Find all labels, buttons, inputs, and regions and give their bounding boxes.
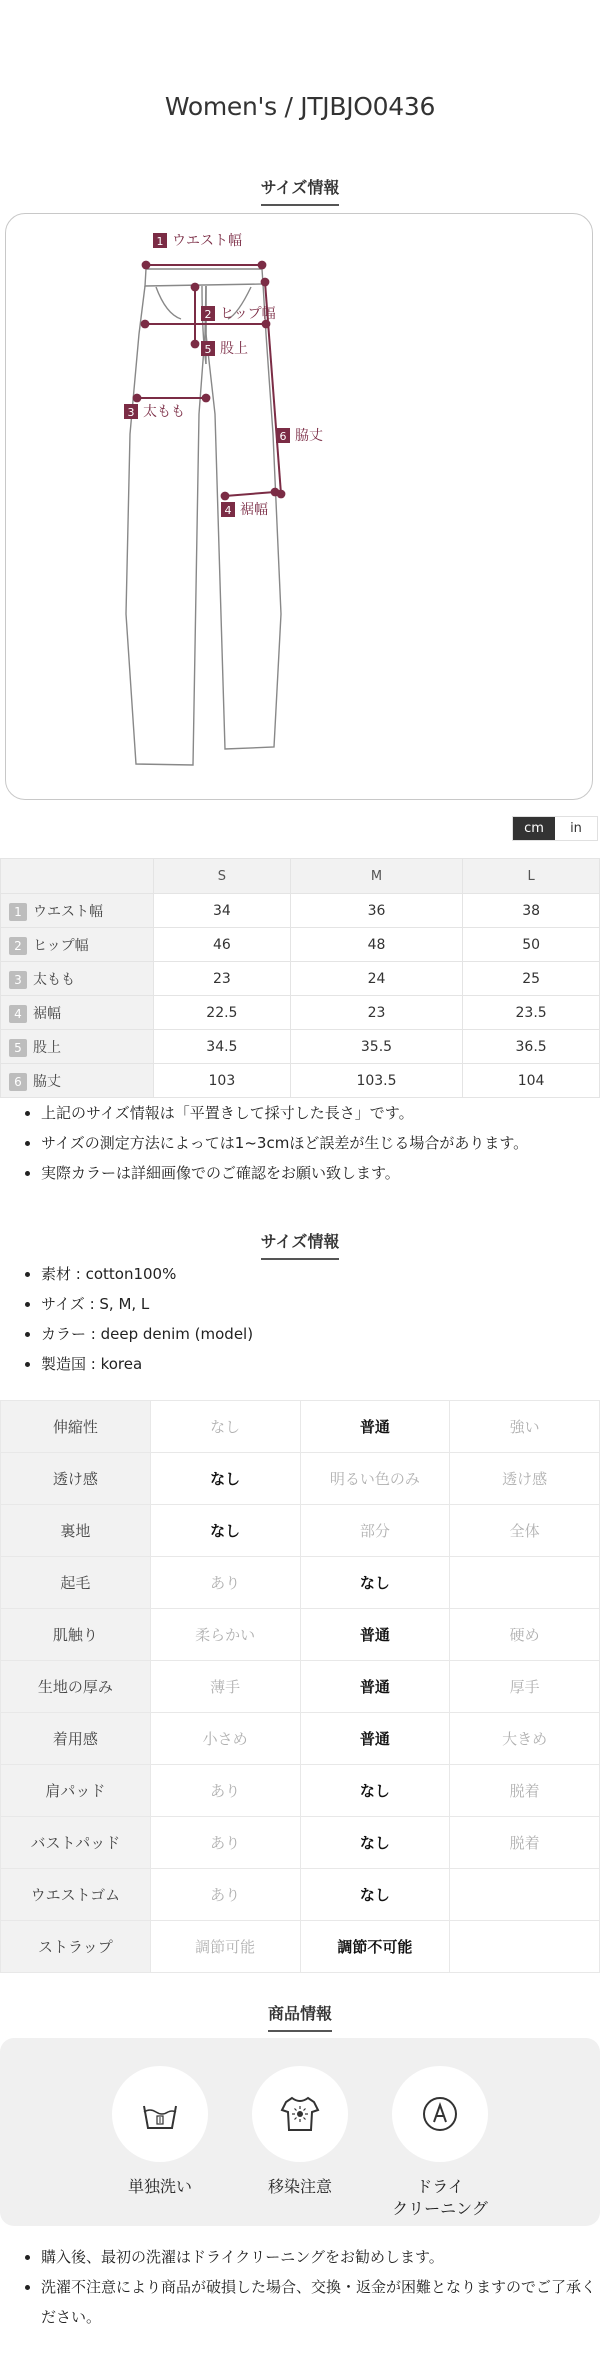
attribute-option: 脱着 [450, 1765, 600, 1817]
table-row [1, 1765, 600, 1817]
attribute-name: 肩パッド [1, 1765, 151, 1817]
size-notes [15, 1098, 600, 1188]
attribute-option-selected: なし [300, 1869, 450, 1921]
row-label: 裾幅 [33, 1005, 61, 1022]
attribute-name: 透け感 [1, 1453, 151, 1505]
unit-cm-button[interactable]: cm [513, 817, 555, 840]
attribute-option-selected: 普通 [300, 1713, 450, 1765]
cell-value: 34.5 [154, 1030, 291, 1064]
row-label: 脇丈 [33, 1073, 61, 1090]
attribute-option: 薄手 [150, 1661, 300, 1713]
table-row [1, 1817, 600, 1869]
cell-value: 34 [154, 894, 291, 928]
cell-value: 48 [290, 928, 462, 962]
attribute-option [450, 1869, 600, 1921]
measure-lines [137, 265, 281, 496]
table-row [1, 1064, 600, 1098]
attribute-option: 全体 [450, 1505, 600, 1557]
attribute-option: なし [150, 1401, 300, 1453]
attribute-name: バストパッド [1, 1817, 151, 1869]
size-header-m: M [290, 859, 462, 894]
cell-value: 25 [463, 962, 600, 996]
table-row [1, 1661, 600, 1713]
table-row [1, 1505, 600, 1557]
label-num-5: 5 [204, 343, 212, 356]
attribute-option: あり [150, 1817, 300, 1869]
row-num-badge: 4 [9, 1005, 27, 1023]
table-row [1, 1453, 600, 1505]
table-row [1, 928, 600, 962]
cell-value: 104 [463, 1064, 600, 1098]
size-header-blank [1, 859, 154, 894]
cell-value: 23 [154, 962, 291, 996]
spec-list [15, 1259, 600, 1379]
row-num-badge: 3 [9, 971, 27, 989]
dry-clean-icon [416, 2090, 464, 2138]
attribute-option-selected: なし [300, 1557, 450, 1609]
table-row [1, 1713, 600, 1765]
size-header-s: S [154, 859, 291, 894]
attribute-option-selected: なし [150, 1453, 300, 1505]
care-panel [0, 2038, 600, 2226]
table-row [1, 1869, 600, 1921]
hand-wash-icon [136, 2090, 184, 2138]
cell-value: 23 [290, 996, 462, 1030]
label-hip: ヒップ幅 [220, 306, 276, 322]
label-num-6: 6 [279, 430, 287, 443]
cell-value: 38 [463, 894, 600, 928]
cell-value: 103.5 [290, 1064, 462, 1098]
attribute-option [450, 1921, 600, 1973]
attribute-option: 厚手 [450, 1661, 600, 1713]
row-label: ヒップ幅 [33, 937, 89, 954]
attribute-option-selected: 普通 [300, 1401, 450, 1453]
cell-value: 24 [290, 962, 462, 996]
attribute-option-selected: 普通 [300, 1609, 450, 1661]
pants-illustration [6, 214, 594, 801]
list-item: • 洗濯不注意により商品が破損した場合、交換・返金が困難となりますのでご了承ください。 [41, 2272, 600, 2332]
list-item: • サイズの測定方法によっては1~3cmほど誤差が生じる場合があります。 [41, 1128, 600, 1158]
cell-value: 22.5 [154, 996, 291, 1030]
table-row [1, 1557, 600, 1609]
row-label: 太もも [33, 971, 75, 988]
table-row [1, 996, 600, 1030]
size-table [0, 858, 600, 1098]
size-section-heading: サイズ情報 [0, 175, 600, 206]
attribute-option: あり [150, 1557, 300, 1609]
attribute-option-selected: 調節不可能 [300, 1921, 450, 1973]
attribute-name: 着用感 [1, 1713, 151, 1765]
attribute-name: 起毛 [1, 1557, 151, 1609]
attribute-option: 柔らかい [150, 1609, 300, 1661]
attribute-option: あり [150, 1869, 300, 1921]
label-num-1: 1 [156, 235, 164, 248]
attribute-option: 強い [450, 1401, 600, 1453]
attribute-option [450, 1557, 600, 1609]
attribute-option: 大きめ [450, 1713, 600, 1765]
size-diagram [5, 213, 593, 800]
care-label: 単独洗い [127, 2177, 192, 2196]
row-num-badge: 2 [9, 937, 27, 955]
row-label: ウエスト幅 [33, 903, 103, 920]
list-item: • 製造国 : korea [41, 1349, 600, 1379]
cell-value: 103 [154, 1064, 291, 1098]
label-waist: ウエスト幅 [172, 233, 242, 249]
product-title: Women's / JTJBJO0436 [164, 92, 436, 121]
label-outseam: 脇丈 [295, 428, 323, 444]
care-item [370, 2066, 510, 2220]
cell-value: 23.5 [463, 996, 600, 1030]
care-item [230, 2066, 370, 2198]
size-table-header [1, 859, 600, 894]
attribute-name: ストラップ [1, 1921, 151, 1973]
size-header-l: L [463, 859, 600, 894]
cell-value: 50 [463, 928, 600, 962]
attribute-option: 透け感 [450, 1453, 600, 1505]
list-item: • サイズ : S, M, L [41, 1289, 600, 1319]
attribute-option-selected: 普通 [300, 1661, 450, 1713]
attribute-option-selected: なし [150, 1505, 300, 1557]
measure-labels [124, 233, 323, 518]
row-num-badge: 1 [9, 903, 27, 921]
attribute-option: 部分 [300, 1505, 450, 1557]
fabric-attribute-table [0, 1400, 600, 1973]
list-item: • 上記のサイズ情報は「平置きして採寸した長さ」です。 [41, 1098, 600, 1128]
table-row [1, 894, 600, 928]
attribute-option: 脱着 [450, 1817, 600, 1869]
table-row [1, 1609, 600, 1661]
label-num-2: 2 [204, 308, 212, 321]
cell-value: 35.5 [290, 1030, 462, 1064]
attribute-option: 明るい色のみ [300, 1453, 450, 1505]
care-notes [15, 2242, 600, 2332]
attribute-option: 硬め [450, 1609, 600, 1661]
list-item: • 実際カラーは詳細画像でのご確認をお願い致します。 [41, 1158, 600, 1188]
table-row [1, 1921, 600, 1973]
list-item: • 素材 : cotton100% [41, 1259, 600, 1289]
attribute-option-selected: なし [300, 1817, 450, 1869]
list-item: • カラー : deep denim (model) [41, 1319, 600, 1349]
row-num-badge: 6 [9, 1073, 27, 1091]
label-num-3: 3 [127, 406, 135, 419]
table-row [1, 962, 600, 996]
care-label: 移染注意 [267, 2177, 332, 2196]
cell-value: 46 [154, 928, 291, 962]
cell-value: 36.5 [463, 1030, 600, 1064]
table-row [1, 1030, 600, 1064]
care-item [90, 2066, 230, 2198]
label-num-4: 4 [224, 504, 232, 517]
attribute-name: 裏地 [1, 1505, 151, 1557]
unit-in-button[interactable]: in [555, 817, 597, 840]
attribute-option-selected: なし [300, 1765, 450, 1817]
product-section-heading: 商品情報 [0, 2001, 600, 2032]
list-item: • 購入後、最初の洗濯はドライクリーニングをお勧めします。 [41, 2242, 600, 2272]
row-num-badge: 5 [9, 1039, 27, 1057]
attribute-option: 調節可能 [150, 1921, 300, 1973]
table-row [1, 1401, 600, 1453]
label-hem: 裾幅 [240, 502, 268, 518]
care-label: ドライ クリーニング [392, 2177, 488, 2218]
attribute-name: 生地の厚み [1, 1661, 151, 1713]
attribute-option: 小さめ [150, 1713, 300, 1765]
attribute-option: あり [150, 1765, 300, 1817]
attribute-name: ウエストゴム [1, 1869, 151, 1921]
unit-toggle [512, 816, 598, 841]
cell-value: 36 [290, 894, 462, 928]
attribute-name: 伸縮性 [1, 1401, 151, 1453]
spec-section-heading: サイズ情報 [0, 1229, 600, 1260]
row-label: 股上 [33, 1039, 61, 1056]
label-rise: 股上 [220, 341, 248, 357]
label-thigh: 太もも [143, 404, 185, 420]
attribute-name: 肌触り [1, 1609, 151, 1661]
tshirt-dye-icon [276, 2090, 324, 2138]
